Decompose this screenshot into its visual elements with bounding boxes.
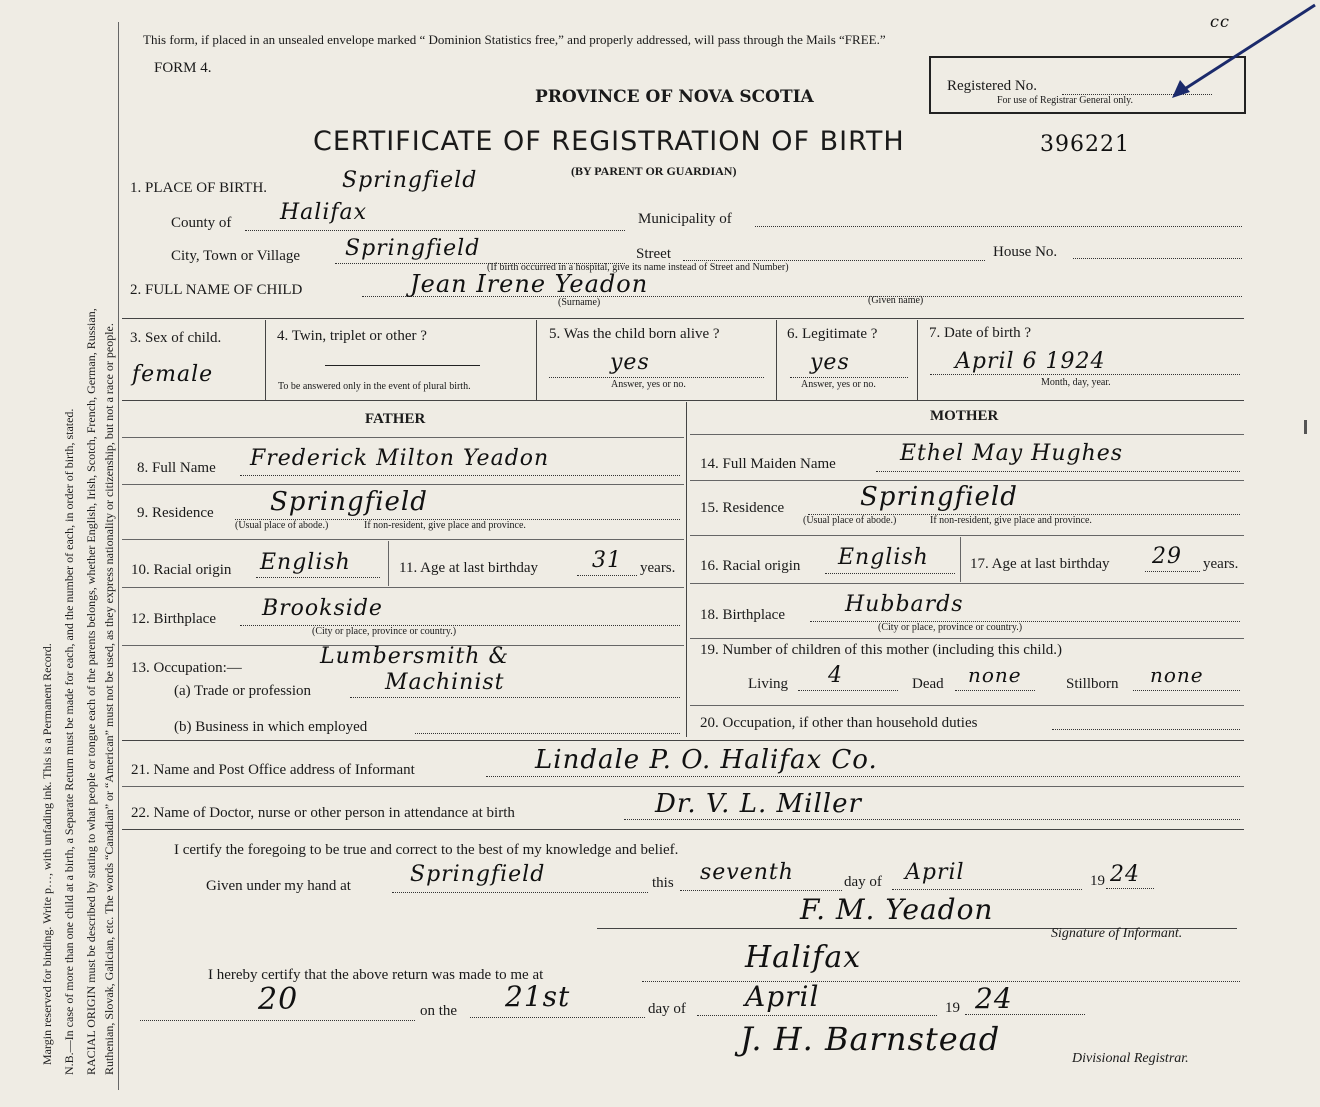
father-occupation-line-1: Lumbersmith & — [320, 644, 510, 669]
sex-value: female — [132, 362, 214, 387]
nb-note: N.B.—In case of more than one child at a birth, a Separate Return must be made for each, and the number of each, in order of birth, stated. — [62, 408, 76, 1075]
margin-note: Margin reserved for binding. Write p…, with unfading ink. This is a Permanent Record. — [40, 643, 54, 1065]
hospital-note: (If birth occurred in a hospital, give its name instead of Street and Number) — [487, 262, 789, 273]
month-value: April — [905, 860, 965, 885]
mother-birthplace-value: Hubbards — [845, 592, 964, 617]
house-no-label: House No. — [993, 244, 1058, 260]
alive-value: yes — [610, 350, 650, 375]
certificate-title: CERTIFICATE OF REGISTRATION OF BIRTH — [313, 126, 905, 157]
county-value: Halifax — [280, 200, 368, 225]
given-under-label: Given under my hand at — [206, 878, 351, 894]
this-label: this — [652, 875, 674, 891]
legitimate-note: Answer, yes or no. — [801, 379, 876, 390]
dob-value: April 6 1924 — [955, 349, 1106, 374]
mother-race-label: 16. Racial origin — [700, 558, 801, 574]
father-birthplace-value: Brookside — [262, 596, 383, 621]
mother-race-value: English — [838, 545, 929, 570]
binding-line — [118, 22, 119, 1090]
father-residence-value: Springfield — [270, 487, 428, 517]
mother-occupation-label: 20. Occupation, if other than household duties — [700, 715, 978, 731]
doctor-value: Dr. V. L. Miller — [655, 789, 862, 819]
child-name-label: 2. FULL NAME OF CHILD — [130, 282, 303, 298]
racial-note-1: RACIAL ORIGIN must be described by stating to what people or tongue each of the parents belongs, whether English, Irish, Scotch, French, German, Russian, — [84, 308, 98, 1075]
year-suffix: 24 — [1110, 862, 1140, 887]
sex-label: 3. Sex of child. — [130, 330, 222, 346]
children-count-label: 19. Number of children of this mother (including this child.) — [700, 642, 1063, 658]
father-birthplace-label: 12. Birthplace — [131, 611, 216, 627]
mother-name-label: 14. Full Maiden Name — [700, 456, 836, 472]
registrar-caption: Divisional Registrar. — [1072, 1051, 1189, 1066]
informant-signature: F. M. Yeadon — [800, 893, 994, 926]
mother-heading: MOTHER — [930, 408, 999, 424]
living-value: 4 — [828, 663, 843, 688]
year-prefix: 19 — [1090, 873, 1105, 889]
province-heading: PROVINCE OF NOVA SCOTIA — [535, 87, 814, 107]
city-label: City, Town or Village — [171, 248, 301, 264]
certificate-subtitle: (BY PARENT OR GUARDIAN) — [571, 164, 737, 178]
place-of-birth-label: 1. PLACE OF BIRTH. — [130, 180, 268, 196]
mother-age-label: 17. Age at last birthday — [970, 556, 1110, 572]
father-residence-note-a: (Usual place of abode.) — [235, 520, 329, 531]
father-occupation-label: 13. Occupation:— — [131, 660, 242, 676]
form-number: FORM 4. — [154, 60, 212, 76]
registration-year-prefix: 19 — [945, 1000, 960, 1016]
day-of-label: day of — [844, 874, 882, 890]
on-the-label: on the — [420, 1003, 458, 1019]
registered-note: For use of Registrar General only. — [997, 95, 1133, 106]
municipality-label: Municipality of — [638, 211, 732, 227]
arrow-mark-icon — [1150, 0, 1320, 110]
mother-residence-note-a: (Usual place of abode.) — [803, 515, 897, 526]
legitimate-value: yes — [810, 350, 850, 375]
street-label: Street — [636, 246, 671, 262]
father-race-value: English — [260, 550, 351, 575]
given-place-value: Springfield — [410, 862, 546, 887]
father-name-value: Frederick Milton Yeadon — [250, 446, 550, 471]
stillborn-value: none — [1150, 663, 1204, 687]
father-heading: FATHER — [365, 411, 426, 427]
doctor-label: 22. Name of Doctor, nurse or other person in attendance at birth — [131, 805, 515, 821]
twin-label: 4. Twin, triplet or other ? — [277, 328, 427, 344]
father-birthplace-note: (City or place, province or country.) — [312, 626, 457, 637]
given-name-note: (Given name) — [868, 295, 924, 306]
informant-signature-caption: Signature of Informant. — [1051, 926, 1183, 941]
father-trade-label: (a) Trade or profession — [174, 683, 312, 699]
surname-note: (Surname) — [558, 297, 601, 308]
registered-label: Registered No. — [947, 78, 1037, 94]
registration-day: 21st — [505, 980, 571, 1013]
certificate-number: 396221 — [1040, 132, 1130, 157]
dead-value: none — [968, 663, 1022, 687]
alive-note: Answer, yes or no. — [611, 379, 686, 390]
father-residence-label: 9. Residence — [137, 505, 214, 521]
informant-label: 21. Name and Post Office address of Informant — [131, 762, 415, 778]
mother-birthplace-label: 18. Birthplace — [700, 607, 785, 623]
county-label: County of — [171, 215, 232, 231]
living-label: Living — [748, 676, 788, 692]
registrar-statement: I hereby certify that the above return was made to me at — [208, 967, 544, 983]
registration-number: 20 — [258, 982, 299, 1017]
father-age-value: 31 — [592, 548, 622, 573]
father-business-label: (b) Business in which employed — [174, 719, 368, 735]
registration-place: Halifax — [745, 940, 862, 975]
racial-note-2: Ruthenian, Slovak, Galician, etc. The words “Canadian” or “American” must not be used, as they express nationality or citizenship, but not a race or people. — [102, 323, 116, 1075]
registration-day-of-label: day of — [648, 1001, 686, 1017]
father-occupation-line-2: Machinist — [385, 670, 505, 695]
mother-age-value: 29 — [1152, 544, 1182, 569]
legitimate-label: 6. Legitimate ? — [787, 326, 878, 342]
mother-years: years. — [1203, 556, 1239, 572]
father-race-label: 10. Racial origin — [131, 562, 232, 578]
alive-label: 5. Was the child born alive ? — [549, 326, 720, 342]
registration-year-suffix: 24 — [975, 982, 1013, 1015]
day-value: seventh — [700, 860, 794, 885]
dob-label: 7. Date of birth ? — [929, 325, 1032, 341]
mother-residence-note-b: If non-resident, give place and province. — [930, 515, 1092, 526]
place-of-birth-value: Springfield — [342, 168, 478, 193]
registrar-signature: J. H. Barnstead — [740, 1020, 1001, 1058]
mother-residence-label: 15. Residence — [700, 500, 785, 516]
mail-notice: This form, if placed in an unsealed envelope marked “ Dominion Statistics free,” and properly addressed, will pass through the Mails “FREE.” — [143, 32, 886, 47]
twin-note: To be answered only in the event of plural birth. — [278, 381, 471, 392]
dob-note: Month, day, year. — [1041, 377, 1111, 388]
corner-mark: cc — [1210, 12, 1230, 31]
father-years: years. — [640, 560, 676, 576]
mother-residence-value: Springfield — [860, 482, 1018, 512]
child-name-value: Jean Irene Yeadon — [410, 270, 649, 298]
mother-birthplace-note: (City or place, province or country.) — [878, 622, 1023, 633]
informant-value: Lindale P. O. Halifax Co. — [535, 745, 878, 775]
father-age-label: 11. Age at last birthday — [399, 560, 538, 576]
mother-name-value: Ethel May Hughes — [900, 441, 1124, 466]
registration-month: April — [745, 980, 820, 1013]
dead-label: Dead — [912, 676, 944, 692]
city-value: Springfield — [345, 236, 481, 261]
father-residence-note-b: If non-resident, give place and province. — [364, 520, 526, 531]
certify-statement: I certify the foregoing to be true and correct to the best of my knowledge and belief. — [174, 842, 679, 858]
stillborn-label: Stillborn — [1066, 676, 1119, 692]
father-name-label: 8. Full Name — [137, 460, 216, 476]
